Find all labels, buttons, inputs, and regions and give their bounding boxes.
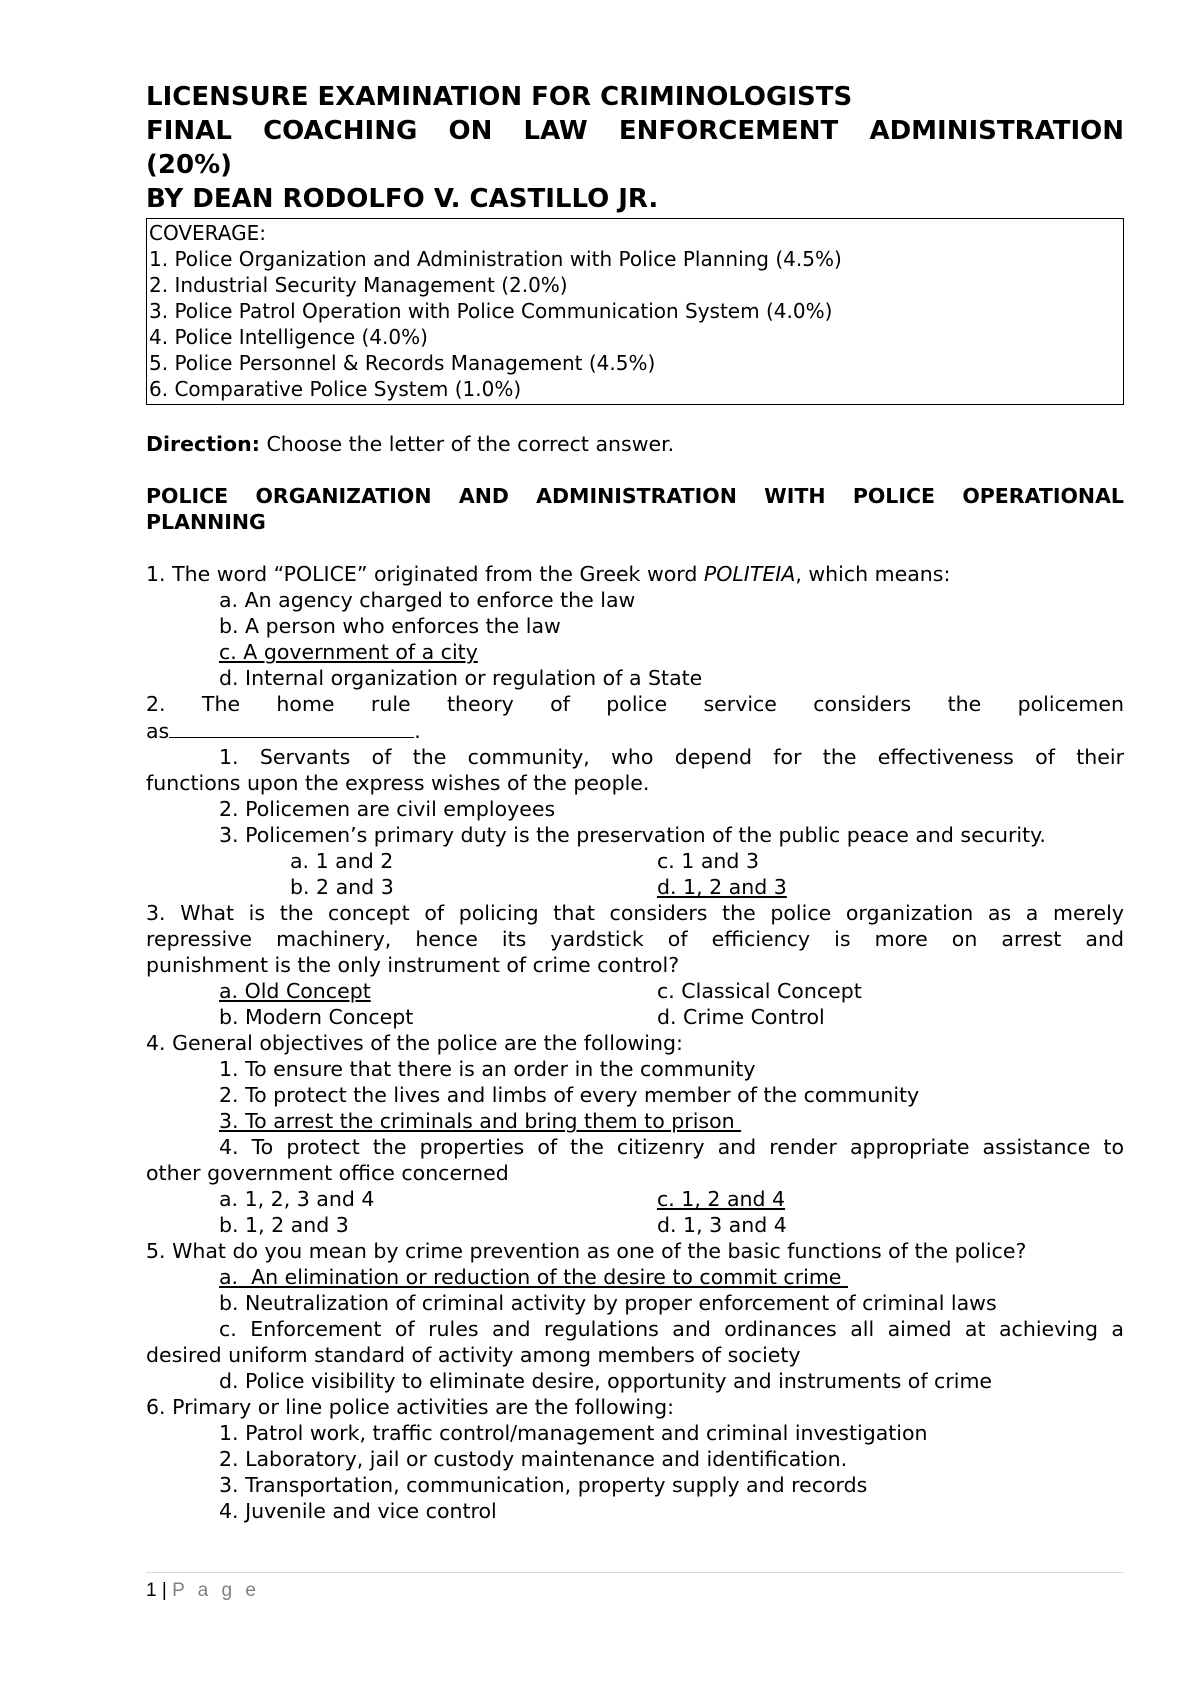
q2-choices-row-2 xyxy=(146,874,1124,900)
q3-choice-c: c. Classical Concept xyxy=(657,979,862,1003)
q3-choice-a-answer: a. Old Concept xyxy=(219,979,371,1003)
q5-choice-d: d. Police visibility to eliminate desire, opportunity and instruments of crime xyxy=(219,1369,993,1393)
answer-blank-line xyxy=(169,717,414,738)
question-1-stem-italic: POLITEIA xyxy=(703,562,796,586)
q4-item-4-line-1: 4. To protect the properties of the citizenry and render appropriate assistance to xyxy=(219,1135,1124,1159)
q1-choice-b: b. A person who enforces the law xyxy=(219,614,561,638)
section-heading-line-2: PLANNING xyxy=(146,510,266,534)
question-3-line-3: punishment is the only instrument of crime control? xyxy=(146,953,680,977)
q5-choice-c-line-1: c. Enforcement of rules and regulations and ordinances all aimed at achieving a xyxy=(219,1317,1124,1341)
question-1-stem: 1. The word “POLICE” originated from the Greek word xyxy=(146,562,704,586)
q2-choice-a: a. 1 and 2 xyxy=(290,849,394,873)
q1-choice-d: d. Internal organization or regulation of a State xyxy=(219,666,703,690)
question-2-end: . xyxy=(414,719,421,743)
question-2-blank xyxy=(146,717,1124,744)
coverage-item: 2. Industrial Security Management (2.0%) xyxy=(149,273,568,297)
q2-choice-b: b. 2 and 3 xyxy=(290,875,394,899)
coverage-item: 1. Police Organization and Administration with Police Planning (4.5%) xyxy=(149,247,842,271)
question-6-stem: 6. Primary or line police activities are the following: xyxy=(146,1395,674,1419)
q3-choice-d: d. Crime Control xyxy=(657,1005,825,1029)
q4-choice-d: d. 1, 3 and 4 xyxy=(657,1213,787,1237)
coverage-heading: COVERAGE: xyxy=(149,221,266,245)
q4-item-4-line-2: other government office concerned xyxy=(146,1161,509,1185)
title-line-1: LICENSURE EXAMINATION FOR CRIMINOLOGISTS xyxy=(146,82,853,112)
question-2-stem: 2. The home rule theory of police service considers the policemen xyxy=(146,692,1124,716)
title-line-4: BY DEAN RODOLFO V. CASTILLO JR. xyxy=(146,184,659,214)
q4-choices-row-1 xyxy=(146,1186,1124,1212)
q6-item-3: 3. Transportation, communication, property supply and records xyxy=(219,1473,868,1497)
q4-item-3-underlined: 3. To arrest the criminals and bring them to prison xyxy=(219,1109,742,1133)
q4-item-2: 2. To protect the lives and limbs of every member of the community xyxy=(219,1083,920,1107)
direction-text: Choose the letter of the correct answer. xyxy=(259,432,675,456)
q2-choice-c: c. 1 and 3 xyxy=(657,849,759,873)
coverage-item: 5. Police Personnel & Records Management (4.5%) xyxy=(149,351,656,375)
q4-choice-c-answer: c. 1, 2 and 4 xyxy=(657,1187,786,1211)
q3-choices-row-1 xyxy=(146,978,1124,1004)
q2-item-1-line-2: functions upon the express wishes of the people. xyxy=(146,771,650,795)
q3-choice-b: b. Modern Concept xyxy=(219,1005,414,1029)
question-1 xyxy=(146,561,1124,587)
q5-choice-a-answer: a. An elimination or reduction of the desire to commit crime xyxy=(219,1265,848,1289)
coverage-item: 3. Police Patrol Operation with Police Communication System (4.0%) xyxy=(149,299,833,323)
section-heading-line-1: POLICE ORGANIZATION AND ADMINISTRATION WITH POLICE OPERATIONAL xyxy=(146,484,1124,508)
coverage-item: 4. Police Intelligence (4.0%) xyxy=(149,325,428,349)
q2-choices-row-1 xyxy=(146,848,1124,874)
question-3-line-2: repressive machinery, hence its yardstick of efficiency is more on arrest and xyxy=(146,927,1124,951)
q5-choice-b: b. Neutralization of criminal activity by proper enforcement of criminal laws xyxy=(219,1291,997,1315)
q6-item-1: 1. Patrol work, traffic control/management and criminal investigation xyxy=(219,1421,928,1445)
q3-choices-row-2 xyxy=(146,1004,1124,1030)
footer-rule xyxy=(146,1572,1124,1573)
q5-choice-c-line-2: desired uniform standard of activity among members of society xyxy=(146,1343,801,1367)
question-4-stem: 4. General objectives of the police are the following: xyxy=(146,1031,683,1055)
q2-item-1-line-1: 1. Servants of the community, who depend for the effectiveness of their xyxy=(219,745,1124,769)
q4-choices-row-2 xyxy=(146,1212,1124,1238)
page-label: P a g e xyxy=(172,1580,260,1601)
direction xyxy=(146,431,1124,457)
q2-item-3: 3. Policemen’s primary duty is the preservation of the public peace and security. xyxy=(219,823,1046,847)
q6-item-2: 2. Laboratory, jail or custody maintenance and identification. xyxy=(219,1447,848,1471)
question-2-as: as xyxy=(146,719,170,743)
question-3-line-1: 3. What is the concept of policing that considers the police organization as a merely xyxy=(146,901,1124,925)
page-footer xyxy=(146,1580,260,1602)
question-5-stem: 5. What do you mean by crime prevention as one of the basic functions of the police? xyxy=(146,1239,1027,1263)
document-page xyxy=(146,80,1124,1524)
q1-choice-a: a. An agency charged to enforce the law xyxy=(219,588,636,612)
q4-choice-b: b. 1, 2 and 3 xyxy=(219,1213,349,1237)
q2-item-2: 2. Policemen are civil employees xyxy=(219,797,556,821)
footer-separator: | xyxy=(156,1580,173,1601)
page-number: 1 xyxy=(146,1580,157,1601)
exam-body xyxy=(146,405,1124,1524)
direction-label: Direction: xyxy=(146,432,260,456)
q4-choice-a: a. 1, 2, 3 and 4 xyxy=(219,1187,375,1211)
q2-choice-d-answer: d. 1, 2 and 3 xyxy=(657,875,787,899)
question-1-stem-end: , which means: xyxy=(795,562,951,586)
q4-item-1: 1. To ensure that there is an order in the community xyxy=(219,1057,756,1081)
coverage-item: 6. Comparative Police System (1.0%) xyxy=(149,377,522,401)
q1-choice-c-answer: c. A government of a city xyxy=(219,640,478,664)
coverage-box xyxy=(146,218,1124,405)
title-line-2: FINAL COACHING ON LAW ENFORCEMENT ADMINISTRATION xyxy=(146,116,1124,146)
title-line-3: (20%) xyxy=(146,150,232,180)
q6-item-4: 4. Juvenile and vice control xyxy=(219,1499,497,1523)
